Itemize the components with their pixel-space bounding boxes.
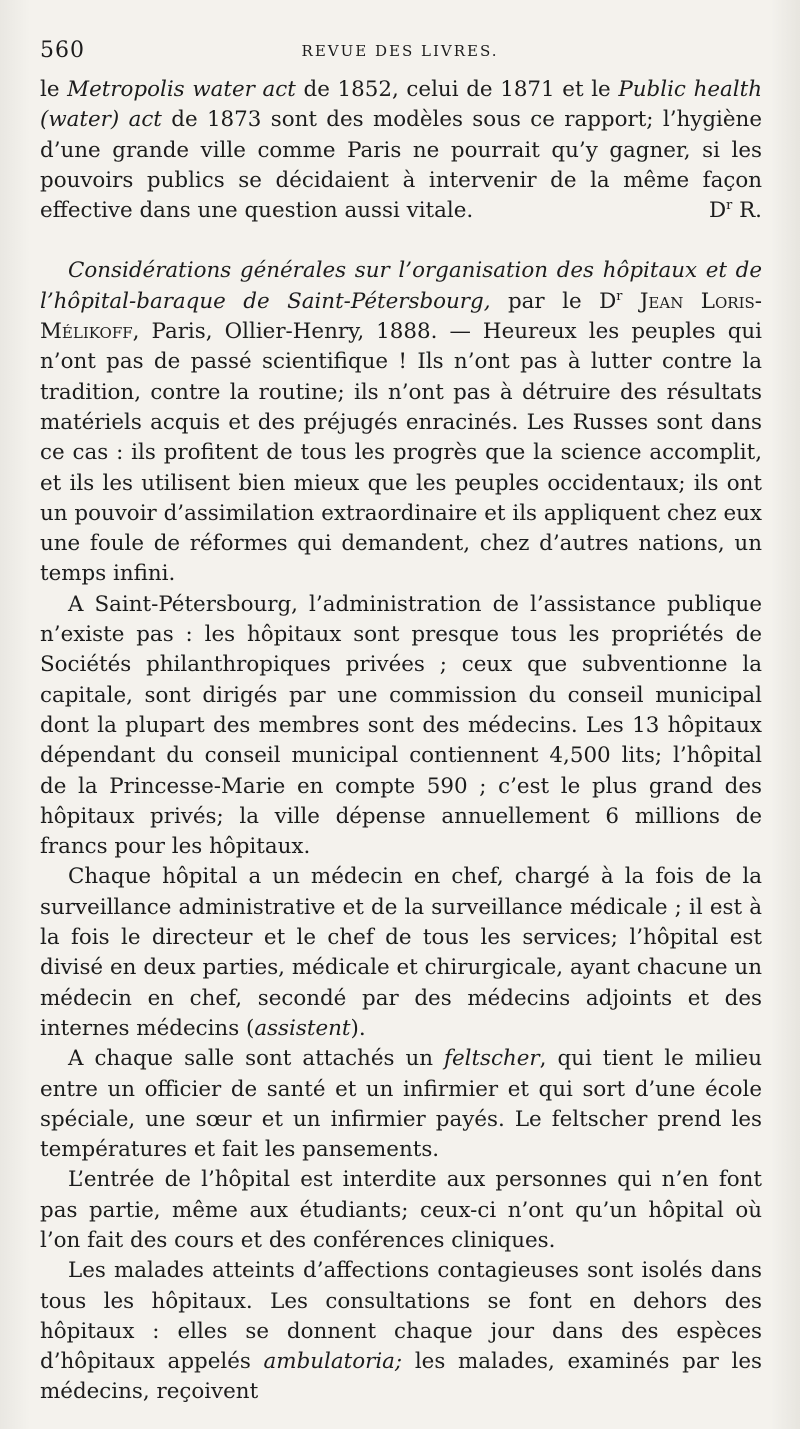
text-run: par le D — [490, 288, 617, 314]
italic-act-title: Metropolis water act — [67, 77, 296, 102]
running-head: REVUE DES LIVRES. — [301, 42, 499, 60]
paragraph-petersburg-administration: A Saint-Pétersbourg, l’administration de l’assistance publique n’existe pas : les hôpitaux sont presque tous les propriétés de Sociétés philanthropiques privées ; ceux que subventionne la capitale, sont dirigés par une commission du conseil municipal dont la plupart des membres sont des médecins. Les 13 hôpitaux dépendant du conseil municipal contiennent 4,500 lits; l’hôpital de la Princesse-Marie en compte 590 ; c’est le plus grand des hôpitaux privés; la ville dépense annuellement 6 millions de francs pour les hôpitaux. — [40, 591, 762, 860]
paragraph-hospital-entry: L’entrée de l’hôpital est interdite aux personnes qui n’en font pas partie, même aux étudiants; ceux-ci n’ont qu’un hôpital où l’on fait des cours et des conférences cliniques. — [40, 1167, 762, 1253]
page-number: 560 — [40, 38, 85, 63]
page-header — [40, 38, 760, 68]
text-run: le — [40, 77, 68, 102]
paragraph-chief-physician: Chaque hôpital a un médecin en chef, chargé à la fois de la surveillance administrative et de la surveillance médicale ; il est à la fois le directeur et le chef de tous les services; l’hôpital est divisé en deux parties, médicale et chirurgicale, ayant chacune un médecin en chef, secondé par des médecins adjoints et des internes médecins (assistent). — [40, 864, 762, 1041]
paragraph-contagious-patients: Les malades atteints d’affections contagieuses sont isolés dans tous les hôpitaux. Les consultations se font en dehors des hôpitaux : elles se donnent chaque jour dans des espèces d’hôpitaux appelés ambulatoria; les malades, examinés par les médecins, reçoivent — [40, 1258, 762, 1405]
italic-term: assistent — [254, 1015, 351, 1041]
paragraph-review-intro: Considérations générales sur l’organisation des hôpitaux et de l’hôpital-baraque de Saint-Pétersbourg, par le $D^r$ Jean Loris-Mélikoff, Paris, Ollier-Henry, 1888. — Heureux les peuples qui n’ont pas de passé scientifique ! Ils n’ont pas à lutter contre la tradition, contre la routine; ils n’ont pas à détruire des résultats matériels acquis et des préjugés enracinés. Les Russes sont dans ce cas : ils profitent de tous les progrès que la science accomplit, et ils les utilisent bien mieux que les peuples occidentaux; ils ont un pouvoir d’assimilation extraordinaire et ils appliquent chez eux une foule de réformes qui demandent, chez d’autres nations, un temps infini. — [40, 258, 762, 587]
italic-act-title: Public health (water) act — [40, 77, 762, 133]
paragraph-feltscher: A chaque salle sont attachés un feltscher, qui tient le milieu entre un officier de santé et un infirmier et qui sort d’une école spéciale, une sœur et un infirmier payés. Le feltscher prend les températures et fait les pansements. — [40, 1046, 762, 1163]
italic-term: ambulatoria; — [263, 1349, 403, 1375]
book-title: Considérations générales sur l’organisation des hôpitaux et de l’hôpital-baraque de Saint-Pétersbourg, — [40, 258, 762, 314]
text-run: de 1873 sont des modèles sous ce rapport; l’hygiène d’une grande ville comme Paris ne pourrait qu’y gagner, si les pouvoirs publics se décidaient à intervenir de la même façon effective dans une question aussi vitale. — [40, 107, 762, 224]
text-run: de 1852, celui de 1871 et le — [295, 77, 619, 102]
paragraph-water-acts — [40, 75, 762, 226]
text-run: , Paris, Ollier-Henry, 1888. — Heureux les peuples qui n’ont pas de passé scientifique ! Ils n’ont pas à lutter contre la tradition, contre la routine; ils n’ont pas à détruire des résultats matériels acquis et des préjugés enracinés. Les Russes sont dans ce cas : ils profitent de tous les progrès que la science accomplit, et ils les utilisent bien mieux que les peuples occidentaux; ils ont un pouvoir d’assimilation extraordinaire et ils appliquent chez eux une foule de réformes qui demandent, chez d’autres nations, un temps infini. — [40, 319, 762, 587]
signature: $D^r$ R. — [708, 198, 762, 224]
italic-term: feltscher — [444, 1046, 540, 1072]
author-name: Jean Loris-Mélikoff — [40, 288, 762, 345]
page-body — [40, 75, 762, 1408]
